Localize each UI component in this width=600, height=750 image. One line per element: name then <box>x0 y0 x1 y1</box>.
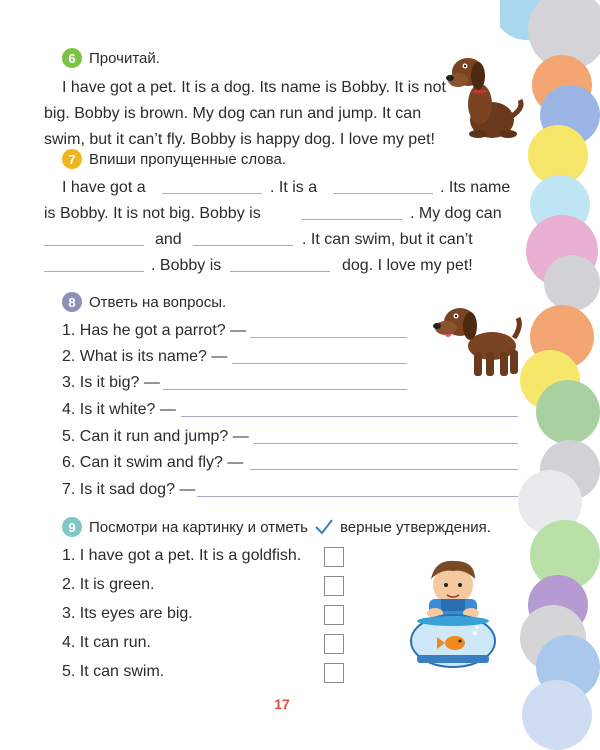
reading-text-line-2: big. Bobby is brown. My dog can run and jump. It can <box>44 105 422 122</box>
exercise-title: Впиши пропущенные слова. <box>89 150 286 168</box>
checkmark-icon <box>314 518 334 536</box>
page-number: 17 <box>274 696 290 712</box>
exercise-title-continued: верные утверждения. <box>339 518 491 536</box>
fill-text-part: . Bobby is <box>151 257 222 274</box>
fill-text-part: . It can swim, but it can’t <box>302 231 473 248</box>
question-6: 6. Can it swim and fly? — <box>62 454 244 471</box>
question-4: 4. Is it white? — <box>62 401 176 418</box>
reading-text-line-1: I have got a pet. It is a dog. Its name is Bobby. It is not <box>62 79 446 96</box>
fill-text-part: I have got a <box>62 179 146 196</box>
exercise-number-badge: 9 <box>62 517 82 537</box>
question-2: 2. What is its name? — <box>62 348 228 365</box>
answer-line[interactable] <box>250 337 407 338</box>
standing-dog-illustration <box>430 294 525 389</box>
boy-with-fishbowl-illustration <box>405 555 500 670</box>
blank-answer-line[interactable] <box>302 219 402 220</box>
statement-checkbox[interactable] <box>324 547 344 567</box>
exercise-number-badge: 6 <box>62 48 82 68</box>
statement-checkbox[interactable] <box>324 634 344 654</box>
answer-line[interactable] <box>250 469 518 470</box>
blank-answer-line[interactable] <box>230 271 330 272</box>
fill-text-part: . Its name <box>440 179 511 196</box>
statement-1: 1. I have got a pet. It is a goldfish. <box>62 547 302 564</box>
exercise-8-header <box>62 292 226 312</box>
statement-4: 4. It can run. <box>62 634 151 651</box>
statement-2: 2. It is green. <box>62 576 155 593</box>
blank-answer-line[interactable] <box>44 271 144 272</box>
exercise-number-badge: 8 <box>62 292 82 312</box>
fill-text-part: dog. I love my pet! <box>342 257 473 274</box>
statement-5: 5. It can swim. <box>62 663 165 680</box>
fill-text-part: is Bobby. It is not big. Bobby is <box>44 205 261 222</box>
blank-answer-line[interactable] <box>333 193 433 194</box>
answer-line[interactable] <box>197 496 518 497</box>
answer-line[interactable] <box>163 389 407 390</box>
exercise-number-badge: 7 <box>62 149 82 169</box>
exercise-7-header <box>62 149 286 169</box>
question-1: 1. Has he got a parrot? — <box>62 322 247 339</box>
fill-text-part: . My dog can <box>410 205 502 222</box>
fill-text-part: . It is a <box>270 179 318 196</box>
exercise-title: Ответь на вопросы. <box>89 293 227 311</box>
question-3: 3. Is it big? — <box>62 374 160 391</box>
exercise-title: Посмотри на картинку и отметь <box>89 518 308 536</box>
exercise-title: Прочитай. <box>89 49 160 67</box>
statement-checkbox[interactable] <box>324 663 344 683</box>
blank-answer-line[interactable] <box>162 193 262 194</box>
answer-line[interactable] <box>181 416 518 417</box>
question-7: 7. Is it sad dog? — <box>62 481 196 498</box>
blank-answer-line[interactable] <box>44 245 144 246</box>
exercise-6-header <box>62 48 160 68</box>
exercise-9-header <box>62 517 491 537</box>
statement-3: 3. Its eyes are big. <box>62 605 193 622</box>
statement-checkbox[interactable] <box>324 576 344 596</box>
answer-line[interactable] <box>254 443 518 444</box>
answer-line[interactable] <box>232 363 407 364</box>
question-5: 5. Can it run and jump? — <box>62 428 249 445</box>
reading-text-line-3: swim, but it can’t fly. Bobby is happy dog. I love my pet! <box>44 131 435 148</box>
blank-answer-line[interactable] <box>193 245 293 246</box>
statement-checkbox[interactable] <box>324 605 344 625</box>
sitting-dog-illustration <box>440 42 530 142</box>
fill-text-part: and <box>155 231 182 248</box>
